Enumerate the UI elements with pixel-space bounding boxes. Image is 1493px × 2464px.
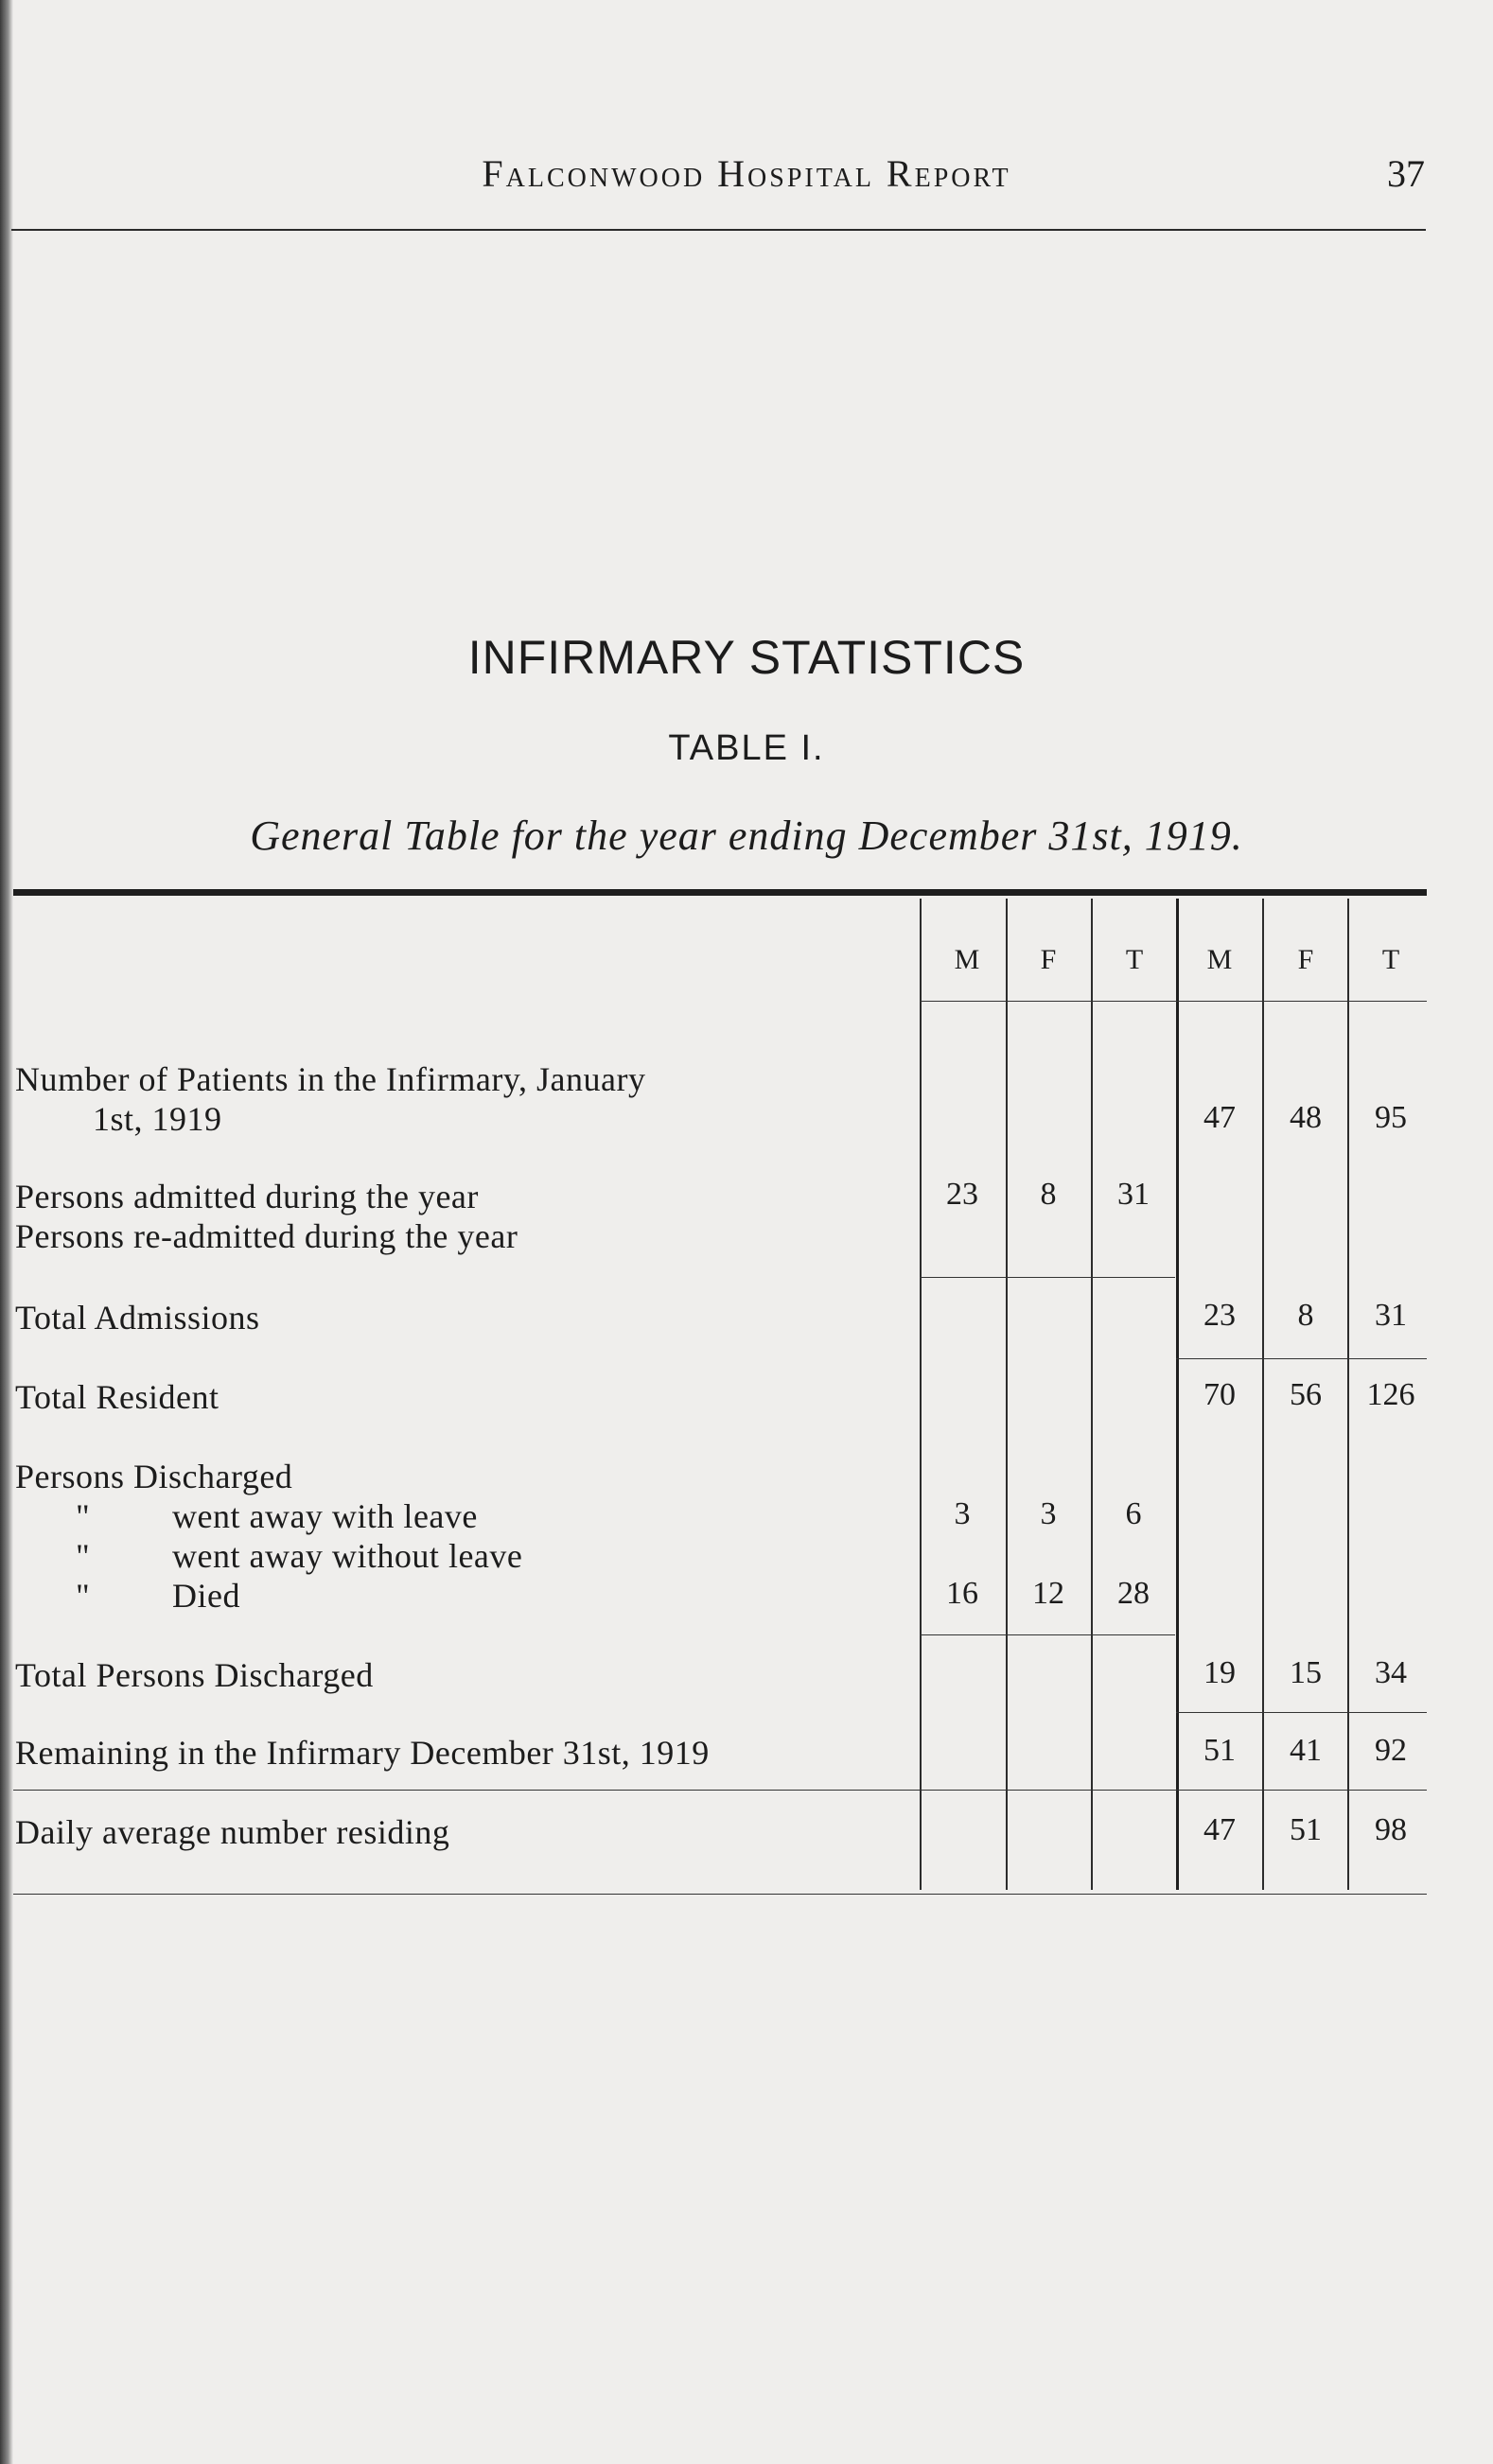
col-header-male-2: M: [1206, 944, 1233, 975]
header-rule: [11, 229, 1426, 231]
table-cell: 51: [1290, 1812, 1322, 1847]
subtotal-rule: [1176, 1712, 1427, 1713]
table-cell: 3: [954, 1496, 971, 1531]
table-cell: 31: [1375, 1298, 1407, 1333]
col-header-female-2: F: [1297, 944, 1314, 975]
col-header-total-2: T: [1381, 944, 1400, 975]
table-bottom-rule: [13, 1894, 1427, 1895]
table-cell: 56: [1290, 1377, 1322, 1412]
table-cell: 12: [1032, 1576, 1064, 1611]
column-divider: [1006, 899, 1008, 1890]
table-cell: 31: [1117, 1177, 1150, 1212]
subtotal-rule: [920, 1277, 1175, 1278]
row-label: Number of Patients in the Infirmary, January: [15, 1060, 646, 1098]
subtotal-rule: [1176, 1358, 1427, 1359]
table-cell: 51: [1203, 1733, 1236, 1768]
row-label: Persons re-admitted during the year: [15, 1217, 518, 1255]
row-label: Persons admitted during the year: [15, 1178, 479, 1215]
row-label: went away without leave: [172, 1537, 523, 1575]
row-label: Total Resident: [15, 1378, 220, 1416]
running-title: Falconwood Hospital Report: [482, 152, 1011, 195]
table-cell: 47: [1203, 1100, 1236, 1135]
page-title: INFIRMARY STATISTICS: [467, 631, 1026, 684]
table-cell: 70: [1203, 1377, 1236, 1412]
table-cell: 6: [1125, 1496, 1142, 1531]
table-cell: 95: [1375, 1100, 1407, 1135]
table-cell: 126: [1366, 1377, 1415, 1412]
table-cell: 8: [1297, 1298, 1314, 1333]
table-cell: 19: [1203, 1655, 1236, 1690]
table-top-rule: [13, 889, 1427, 896]
table-cell: 34: [1375, 1655, 1407, 1690]
col-header-total-1: T: [1125, 944, 1144, 975]
table-cell: 98: [1375, 1812, 1407, 1847]
row-label: Remaining in the Infirmary December 31st, 1919: [15, 1734, 710, 1772]
subtotal-rule: [920, 1634, 1175, 1635]
row-rule: [13, 1790, 1427, 1791]
column-divider: [1091, 899, 1093, 1890]
col-header-female-1: F: [1040, 944, 1057, 975]
row-label: Total Persons Discharged: [15, 1656, 374, 1694]
table-cell: 47: [1203, 1812, 1236, 1847]
row-label: Daily average number residing: [15, 1813, 450, 1851]
ditto-mark: ": [76, 1497, 91, 1535]
table-caption: General Table for the year ending December 31st, 1919.: [250, 813, 1243, 859]
row-label: Total Admissions: [15, 1299, 260, 1337]
row-label-continued: 1st, 1919: [93, 1100, 222, 1138]
table-cell: 15: [1290, 1655, 1322, 1690]
table-cell: 8: [1040, 1177, 1057, 1212]
col-header-male-1: M: [954, 944, 980, 975]
row-label: Died: [172, 1577, 240, 1615]
header-underline: [920, 1001, 1427, 1002]
table-cell: 23: [946, 1177, 978, 1212]
page-number: 37: [1387, 152, 1425, 195]
table-cell: 16: [946, 1576, 978, 1611]
row-label: Persons Discharged: [15, 1458, 293, 1495]
table-number: TABLE I.: [668, 728, 825, 768]
ditto-mark: ": [76, 1537, 91, 1575]
book-spine-shadow: [0, 0, 13, 2464]
ditto-mark: ": [76, 1577, 91, 1615]
row-label: went away with leave: [172, 1497, 478, 1535]
table-cell: 3: [1040, 1496, 1057, 1531]
table-cell: 28: [1117, 1576, 1150, 1611]
table-cell: 23: [1203, 1298, 1236, 1333]
column-divider: [920, 899, 922, 1890]
table-cell: 92: [1375, 1733, 1407, 1768]
table-cell: 41: [1290, 1733, 1322, 1768]
table-cell: 48: [1290, 1100, 1322, 1135]
